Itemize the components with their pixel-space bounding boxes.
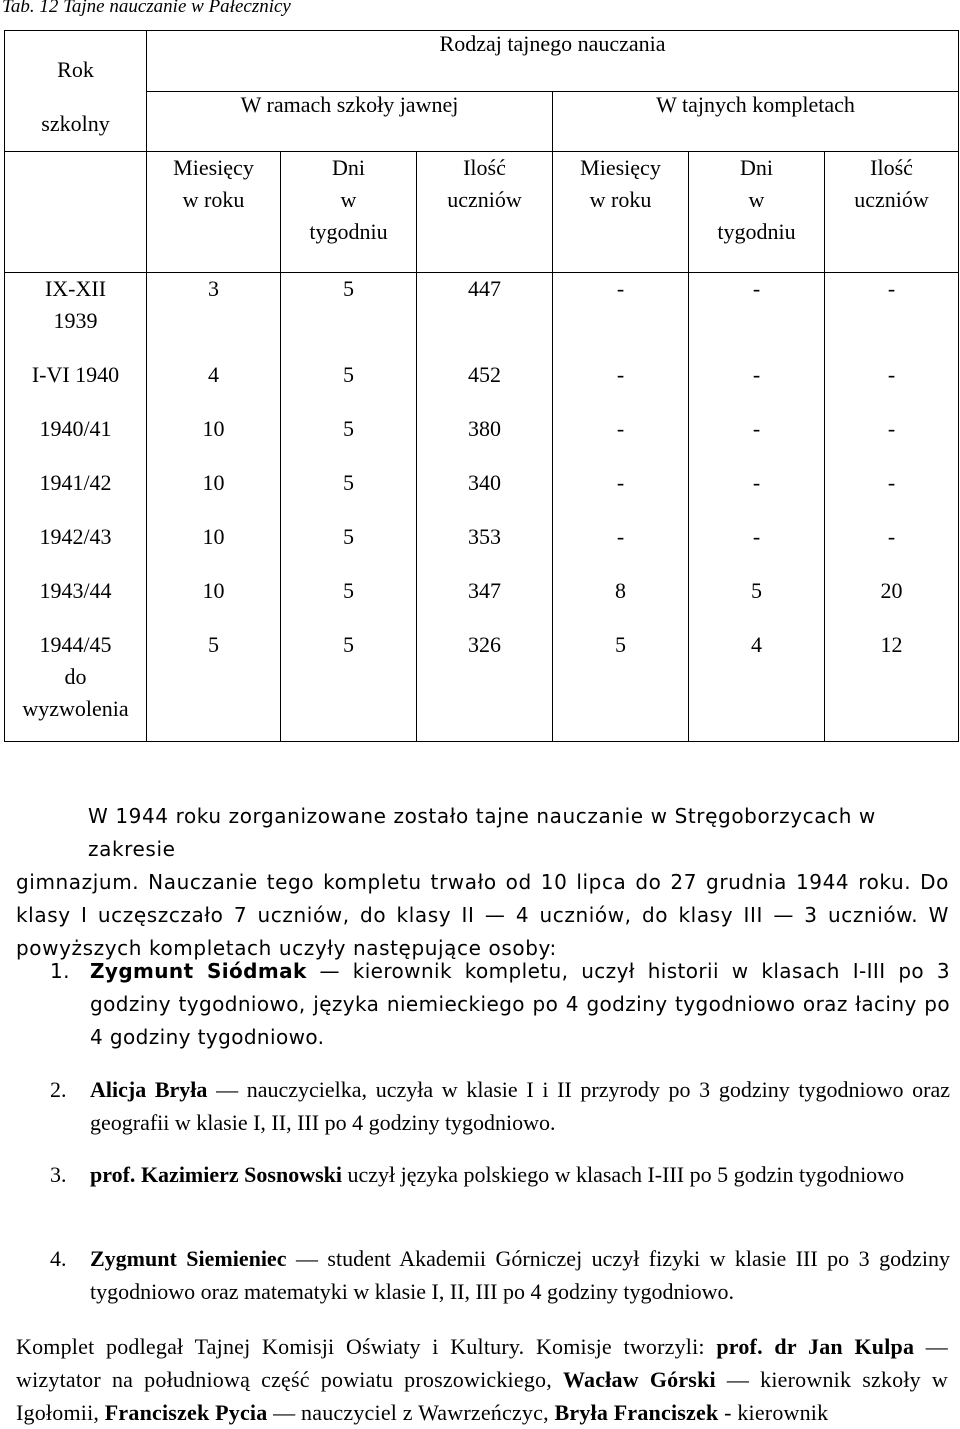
year-cell: [5, 359, 147, 413]
table-row: [5, 575, 959, 629]
year-cell-line: IX-XII: [44, 276, 107, 301]
value-cell: -: [689, 359, 825, 413]
value-cell: 5: [281, 629, 417, 742]
paragraph-1-rest: gimnazjum. Nauczanie tego kompletu trwało od 10 lipca do 27 grudnia 1944 roku. Do klasy I uczęszczało 7 uczniów, do klasy II — 4 uczniów, do klasy III — 3 uczniów. W powyższych kompletach uczyły następujące osoby:: [16, 870, 949, 960]
table-row: [5, 413, 959, 467]
item-number: 1.: [50, 959, 70, 983]
value-cell: -: [825, 467, 959, 521]
table-row: [5, 467, 959, 521]
teacher-name: Zygmunt Siódmak: [90, 959, 307, 983]
value-cell: 447: [417, 273, 553, 360]
value-cell: 353: [417, 521, 553, 575]
secret-teaching-table: [4, 30, 959, 742]
teacher-item: [50, 1073, 950, 1139]
final-b4: Bryła Franciszek: [554, 1400, 719, 1425]
table-caption: Tab. 12 Tajne nauczanie w Pałecznicy: [2, 0, 291, 17]
paragraph-1-first-line: W 1944 roku zorganizowane zostało tajne nauczanie w Stręgoborzycach w zakresie: [88, 804, 876, 861]
days-header: Dni w tygodniu: [281, 152, 417, 273]
value-cell: -: [825, 359, 959, 413]
value-cell: 4: [689, 629, 825, 742]
table-row: [5, 629, 959, 742]
value-cell: 452: [417, 359, 553, 413]
value-cell: 10: [147, 575, 281, 629]
value-cell: 326: [417, 629, 553, 742]
year-cell-line: 1939: [53, 308, 98, 333]
item-body: [90, 1158, 950, 1191]
year-cell-line: 1941/42: [39, 470, 112, 495]
year-cell-line: 1944/45: [39, 632, 112, 657]
value-cell: -: [553, 413, 689, 467]
final-paragraph: [16, 1330, 948, 1429]
value-cell: 5: [553, 629, 689, 742]
secret-groups-header: W tajnych kompletach: [553, 91, 959, 152]
value-cell: 12: [825, 629, 959, 742]
value-cell: -: [825, 273, 959, 360]
year-header: [5, 31, 147, 152]
year-cell: [5, 413, 147, 467]
value-cell: -: [553, 521, 689, 575]
value-cell: 3: [147, 273, 281, 360]
item-prefix: prof.: [90, 1162, 141, 1187]
final-t4: — nauczyciel z Wawrzeńczyc,: [267, 1400, 555, 1425]
item-body: [90, 1242, 950, 1308]
value-cell: -: [825, 521, 959, 575]
pupils-header: Ilość uczniów: [417, 152, 553, 273]
final-b3: Franciszek Pycia: [104, 1400, 268, 1425]
value-cell: -: [553, 359, 689, 413]
kind-header: Rodzaj tajnego nauczania: [147, 31, 959, 92]
value-cell: -: [689, 413, 825, 467]
value-cell: 5: [689, 575, 825, 629]
teacher-item: [50, 1158, 950, 1191]
teacher-item: [50, 955, 950, 1054]
value-cell: -: [689, 467, 825, 521]
teacher-name: Alicja Bryła: [90, 1077, 208, 1102]
year-cell: [5, 273, 147, 360]
value-cell: 5: [281, 273, 417, 360]
value-cell: 5: [281, 467, 417, 521]
paragraph-1: [16, 800, 949, 965]
year-cell: [5, 467, 147, 521]
final-t3: — kierownik szkoły w Igołomii,: [16, 1367, 949, 1425]
item-body: [90, 955, 950, 1054]
item-text: — nauczycielka, uczyła w klasie I i II przyrody po 3 godziny tygodniowo oraz geografii w klasie I, II, III po 4 godziny tygodniowo.: [90, 1077, 950, 1135]
final-t5: - kierownik: [718, 1400, 829, 1425]
table-row: [5, 521, 959, 575]
value-cell: 340: [417, 467, 553, 521]
value-cell: -: [689, 521, 825, 575]
value-cell: 10: [147, 521, 281, 575]
year-header-l1: Rok: [57, 57, 94, 82]
value-cell: -: [689, 273, 825, 360]
item-number: 2.: [50, 1077, 67, 1102]
value-cell: 347: [417, 575, 553, 629]
final-b2: Wacław Górski: [563, 1367, 716, 1392]
value-cell: 5: [281, 575, 417, 629]
table-row: [5, 273, 959, 360]
value-cell: 5: [281, 359, 417, 413]
value-cell: 380: [417, 413, 553, 467]
open-school-header: W ramach szkoły jawnej: [147, 91, 553, 152]
months-header: Miesięcy w roku: [147, 152, 281, 273]
value-cell: -: [825, 413, 959, 467]
year-cell-line: 1943/44: [39, 578, 112, 603]
months-header: Miesięcy w roku: [553, 152, 689, 273]
item-text: — kierownik kompletu, uczył historii w klasach I-III po 3 godziny tygodniowo, języka niemieckiego po 4 godziny tygodniowo oraz łaciny po 4 godziny tygodniowo.: [90, 959, 950, 1049]
value-cell: 10: [147, 413, 281, 467]
table-row: [5, 359, 959, 413]
blank-header: [5, 152, 147, 273]
value-cell: 20: [825, 575, 959, 629]
value-cell: -: [553, 273, 689, 360]
year-cell-line: wyzwolenia: [22, 696, 129, 721]
year-cell: [5, 629, 147, 742]
final-t1: Komplet podlegał Tajnej Komisji Oświaty i Kultury. Komisje tworzyli:: [16, 1334, 717, 1359]
item-number: 3.: [50, 1162, 67, 1187]
item-text: uczył języka polskiego w klasach I-III po 5 godzin tygodniowo: [342, 1162, 905, 1187]
value-cell: 5: [147, 629, 281, 742]
days-header: Dni w tygodniu: [689, 152, 825, 273]
year-cell: [5, 575, 147, 629]
year-cell-line: do: [64, 664, 87, 689]
year-header-l2: szkolny: [41, 111, 110, 136]
value-cell: 8: [553, 575, 689, 629]
year-cell-line: 1942/43: [39, 524, 112, 549]
value-cell: 10: [147, 467, 281, 521]
year-cell-line: 1940/41: [39, 416, 112, 441]
item-number: 4.: [50, 1246, 67, 1271]
value-cell: 5: [281, 413, 417, 467]
final-t2: — wizytator na południową część powiatu proszowickiego,: [16, 1334, 948, 1392]
value-cell: 5: [281, 521, 417, 575]
year-cell: [5, 521, 147, 575]
teacher-item: [50, 1242, 950, 1308]
teacher-name: Zygmunt Siemieniec: [90, 1246, 287, 1271]
item-text: — student Akademii Górniczej uczył fizyki w klasie III po 3 godziny tygodniowo oraz matematyki w klasie I, II, III po 4 godziny tygodniowo.: [90, 1246, 950, 1304]
final-b1: prof. dr Jan Kulpa: [716, 1334, 915, 1359]
item-body: [90, 1073, 950, 1139]
value-cell: -: [553, 467, 689, 521]
teacher-name: Kazimierz Sosnowski: [140, 1162, 342, 1187]
year-cell-line: I-VI 1940: [31, 362, 120, 387]
pupils-header: Ilość uczniów: [825, 152, 959, 273]
value-cell: 4: [147, 359, 281, 413]
